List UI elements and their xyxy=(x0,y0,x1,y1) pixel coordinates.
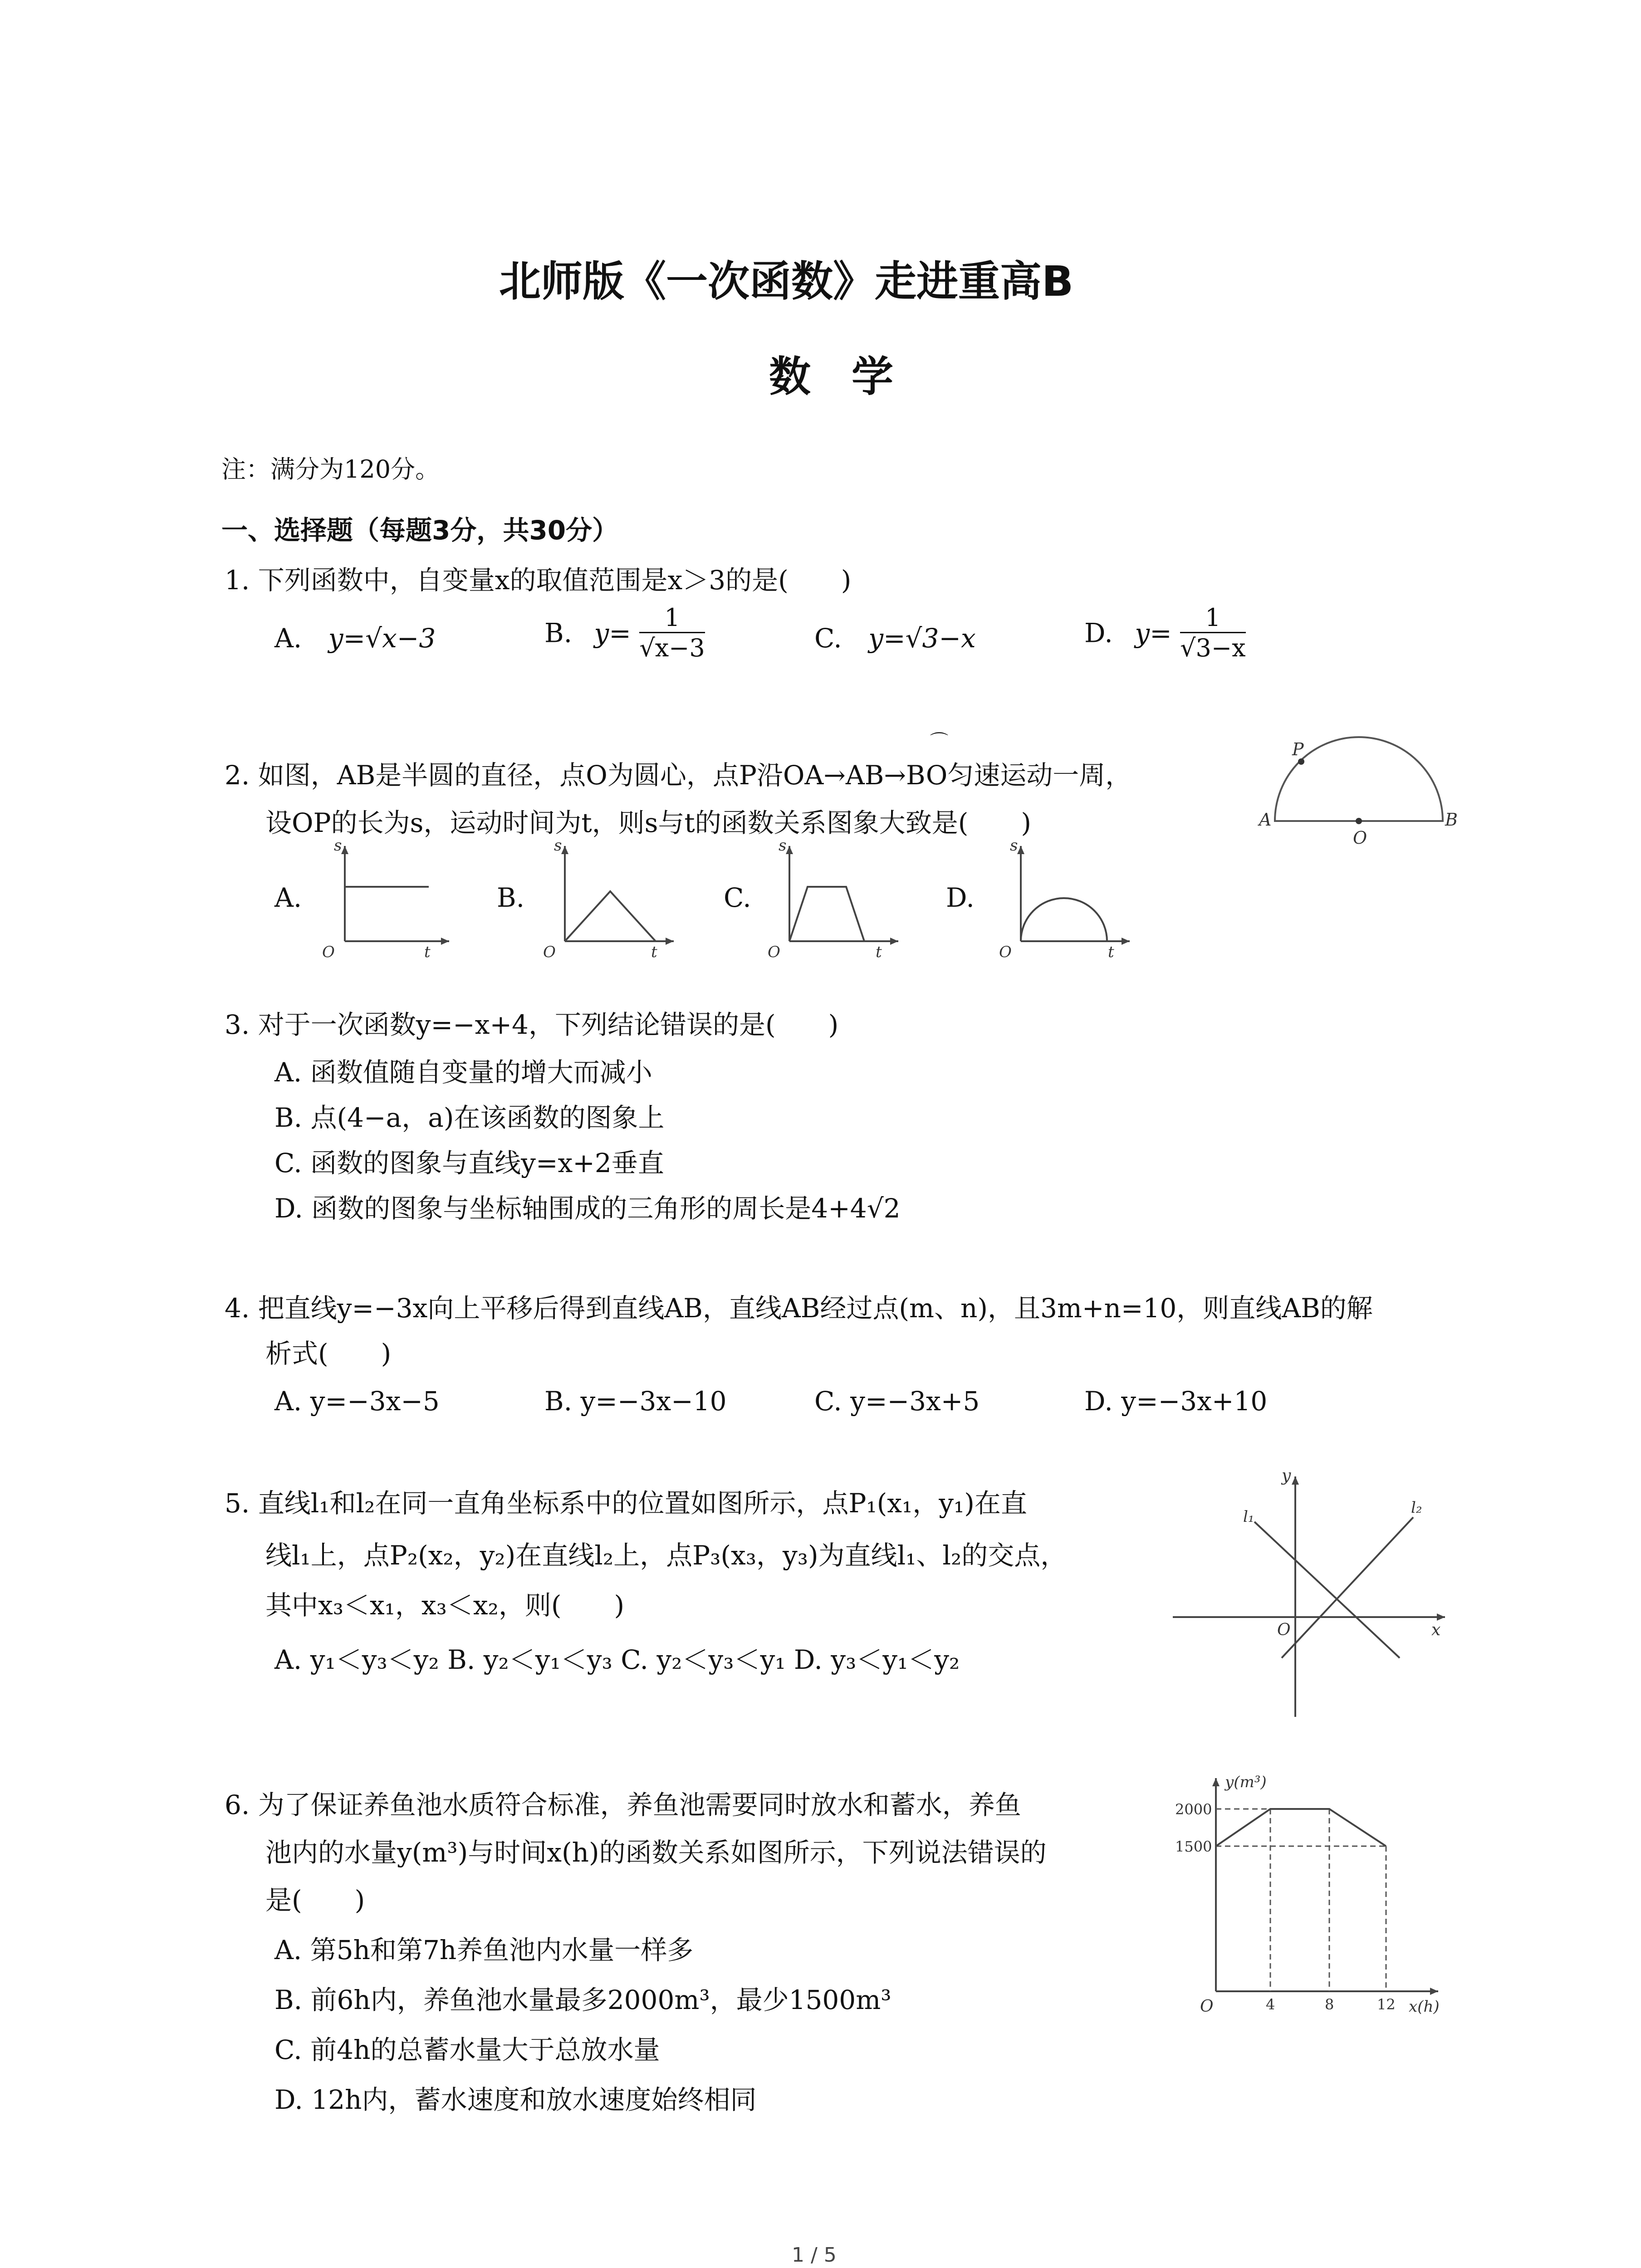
q1-b-label: B. xyxy=(544,617,573,649)
q1-a-text: y=√x−3 xyxy=(328,623,436,654)
page-title: 北师版《一次函数》走进重高B xyxy=(499,257,1074,306)
section-heading-choice: 一、选择题（每题3分，共30分） xyxy=(221,515,619,546)
q2-option-d-label: D. xyxy=(946,882,975,913)
q2-c-axis-s: s xyxy=(779,837,787,855)
q2-stem-line2: 设OP的长为s，运动时间为t，则s与t的函数关系图象大致是( ) xyxy=(265,807,1031,838)
q2-fig-label-p: P xyxy=(1292,739,1304,759)
q2-d-axis-o: O xyxy=(999,943,1012,959)
q2-d-axis-t: t xyxy=(1108,943,1114,959)
q4-option-c: C. y=−3x+5 xyxy=(814,1386,980,1417)
q2-b-axis-o: O xyxy=(543,943,556,959)
q4-option-b: B. y=−3x−10 xyxy=(544,1386,727,1417)
q3-option-a: A. 函数值随自变量的增大而减小 xyxy=(274,1057,652,1088)
q2-fig-label-b: B xyxy=(1445,810,1458,830)
q1-b-numerator: 1 xyxy=(664,603,680,632)
q3-option-d: D. 函数的图象与坐标轴围成的三角形的周长是4+4√2 xyxy=(274,1193,901,1224)
q5-options: A. y₁＜y₃＜y₂ B. y₂＜y₁＜y₃ C. y₂＜y₃＜y₁ D. y₃＜y₁＜y₂ xyxy=(274,1644,960,1675)
q5-lines-figure xyxy=(1168,1467,1450,1721)
q2-graph-c xyxy=(767,837,903,959)
q4-stem-line2: 析式( ) xyxy=(265,1338,392,1369)
q5-fig-label-l2: l₂ xyxy=(1411,1499,1422,1517)
q1-b-denominator: √x−3 xyxy=(639,632,705,660)
q6-fig-ytick-2000: 2000 xyxy=(1175,1801,1212,1818)
q6-option-c: C. 前4h的总蓄水量大于总放水量 xyxy=(274,2034,660,2065)
q5-fig-label-l1: l₁ xyxy=(1243,1508,1254,1526)
q6-stem-line2: 池内的水量y(m³)与时间x(h)的函数关系如图所示，下列说法错误的 xyxy=(265,1837,1047,1868)
q2-a-axis-t: t xyxy=(424,943,431,959)
q2-stem-line1: 2. 如图，AB是半圆的直径，点O为圆心，点P沿OA→AB→BO匀速运动一周， xyxy=(225,760,1132,791)
q1-c-label: C. xyxy=(814,623,842,654)
q2-c-axis-o: O xyxy=(768,943,780,959)
q5-stem-line1: 5. 直线l₁和l₂在同一直角坐标系中的位置如图所示，点P₁(x₁，y₁)在直 xyxy=(225,1488,1027,1519)
q2-graph-a xyxy=(318,837,454,959)
q6-fig-xtick-4: 4 xyxy=(1266,1996,1275,2013)
q2-fig-label-a: A xyxy=(1259,810,1272,830)
q6-option-d: D. 12h内，蓄水速度和放水速度始终相同 xyxy=(274,2084,757,2115)
q2-b-axis-t: t xyxy=(651,943,657,959)
q2-semicircle-figure xyxy=(1257,730,1461,848)
q1-d-label: D. xyxy=(1084,617,1113,649)
q4-stem-line1: 4. 把直线y=−3x向上平移后得到直线AB，直线AB经过点(m、n)，且3m+n=10，则直线AB的解 xyxy=(225,1293,1373,1324)
q6-fig-ytick-1500: 1500 xyxy=(1175,1838,1212,1855)
q1-d-numerator: 1 xyxy=(1205,603,1221,632)
q2-graph-d xyxy=(989,837,1134,959)
q1-b-pre: y= xyxy=(594,617,631,649)
q1-option-d xyxy=(1084,603,1246,662)
q2-graph-b xyxy=(542,837,678,959)
q3-option-c: C. 函数的图象与直线y=x+2垂直 xyxy=(274,1148,664,1178)
q2-option-b-label: B. xyxy=(497,882,525,913)
q1-option-a xyxy=(274,623,436,654)
q6-option-a: A. 第5h和第7h养鱼池内水量一样多 xyxy=(274,1935,694,1965)
q6-stem-line3: 是( ) xyxy=(265,1885,365,1916)
q4-option-d: D. y=−3x+10 xyxy=(1084,1386,1268,1417)
q5-fig-axis-x: x xyxy=(1431,1621,1441,1639)
q6-fig-xlabel: x(h) xyxy=(1409,1998,1440,2016)
q2-d-axis-s: s xyxy=(1010,837,1018,855)
q6-fig-xtick-12: 12 xyxy=(1377,1996,1396,2013)
q6-fig-xtick-8: 8 xyxy=(1325,1996,1334,2013)
q2-option-c-label: C. xyxy=(724,882,751,913)
q2-a-axis-o: O xyxy=(322,943,335,959)
q2-fig-label-o: O xyxy=(1353,828,1367,848)
q1-option-b xyxy=(544,603,705,662)
q1-stem: 1. 下列函数中，自变量x的取值范围是x＞3的是( ) xyxy=(225,565,852,596)
q1-d-denominator: √3−x xyxy=(1180,632,1245,660)
q2-b-axis-s: s xyxy=(554,837,562,855)
q4-option-a: A. y=−3x−5 xyxy=(274,1386,440,1417)
q1-d-fraction xyxy=(1180,603,1246,662)
q5-fig-origin: O xyxy=(1277,1621,1291,1639)
q6-stem-line1: 6. 为了保证养鱼池水质符合标准，养鱼池需要同时放水和蓄水，养鱼 xyxy=(225,1789,1021,1820)
q3-option-b: B. 点(4−a，a)在该函数的图象上 xyxy=(274,1102,665,1133)
score-note: 注：满分为120分。 xyxy=(221,455,440,484)
q1-option-c xyxy=(814,623,976,654)
q2-c-axis-t: t xyxy=(876,943,882,959)
q2-a-axis-s: s xyxy=(334,837,342,855)
q2-option-a-label: A. xyxy=(274,882,302,913)
page-number: 1 / 5 xyxy=(792,2244,837,2267)
q1-c-text: y=√3−x xyxy=(868,623,976,654)
q1-b-fraction xyxy=(639,603,705,662)
q1-a-label: A. xyxy=(274,623,302,654)
q3-stem: 3. 对于一次函数y=−x+4，下列结论错误的是( ) xyxy=(225,1009,839,1040)
q6-fig-origin: O xyxy=(1200,1997,1214,2016)
q5-stem-line2: 线l₁上，点P₂(x₂，y₂)在直线l₂上，点P₃(x₃，y₃)为直线l₁、l₂的交点， xyxy=(265,1540,1067,1571)
q1-d-pre: y= xyxy=(1135,617,1172,649)
q2-arc-mark: ⌒ xyxy=(930,731,948,752)
q5-fig-axis-y: y xyxy=(1282,1467,1291,1485)
q6-water-graph xyxy=(1175,1769,1456,2023)
q6-option-b: B. 前6h内，养鱼池水量最多2000m³，最少1500m³ xyxy=(274,1984,892,2015)
q5-stem-line3: 其中x₃＜x₁，x₃＜x₂，则( ) xyxy=(265,1590,625,1621)
q6-fig-ylabel: y(m³) xyxy=(1225,1773,1267,1791)
subject-title: 数学 xyxy=(769,352,935,401)
